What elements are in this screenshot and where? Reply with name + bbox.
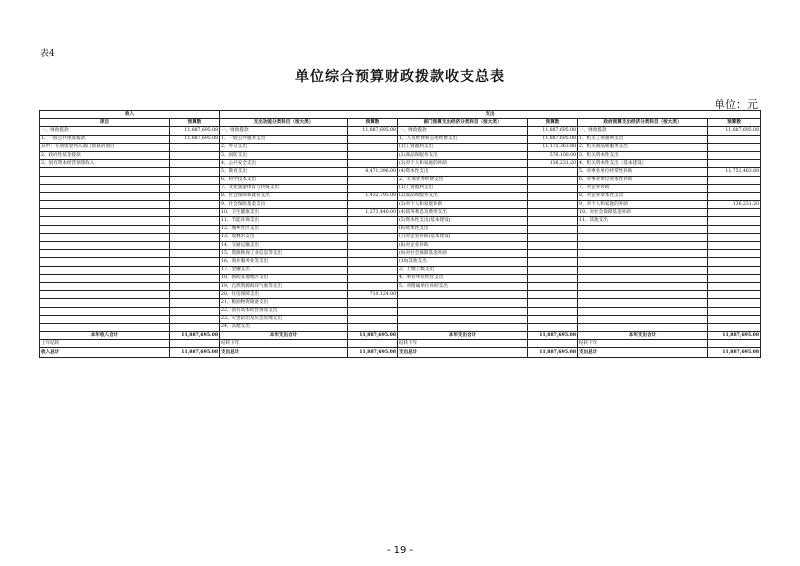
item-name-cell	[40, 282, 170, 290]
budget-amount-cell	[708, 151, 761, 159]
item-name-cell: 9、社会保险基金支出	[220, 201, 348, 209]
budget-amount-cell	[528, 258, 578, 266]
budget-amount-cell	[170, 340, 220, 348]
item-name-cell: 14、交通运输支出	[220, 242, 348, 250]
item-name-cell: 上年结转	[40, 340, 170, 348]
table-row	[40, 135, 761, 143]
total-tall-row	[40, 348, 761, 358]
item-name-cell: (7)对企业补助(基本建设)	[398, 233, 528, 241]
table-row	[40, 258, 761, 266]
budget-amount-cell	[170, 176, 220, 184]
budget-amount-cell: 11,887,695.08	[170, 332, 220, 340]
budget-amount-cell	[708, 135, 761, 143]
budget-amount-cell: 11,887,695.08	[528, 135, 578, 143]
item-name-cell: (1)工资福利支出	[398, 143, 528, 151]
item-name-cell: 6、对事业单位资本性补助	[578, 176, 708, 184]
item-name-cell: (5)资本性支出(基本建设)	[398, 217, 528, 225]
budget-amount-cell	[528, 266, 578, 274]
budget-amount-cell	[170, 151, 220, 159]
item-name-cell	[40, 233, 170, 241]
budget-amount-cell: 11,175,363.88	[528, 143, 578, 151]
budget-amount-cell: 11,887,695.08	[170, 135, 220, 143]
item-name-cell: (10)其他支出	[398, 258, 528, 266]
item-name-cell: 12、城乡社区支出	[220, 225, 348, 233]
budget-column-header: 预算数	[170, 119, 220, 127]
budget-amount-cell: 11,887,695.08	[708, 348, 761, 358]
item-column-header: 项目	[40, 119, 170, 127]
func-class-column-header: 支出功能分类科目（按大类）	[220, 119, 348, 127]
item-name-cell	[40, 250, 170, 258]
budget-amount-cell	[170, 201, 220, 209]
table-row	[40, 233, 761, 241]
item-name-cell: 结转下年	[578, 340, 708, 348]
budget-amount-cell: 11,751,463.88	[708, 168, 761, 176]
item-name-cell: 10、对社会保障基金补助	[578, 209, 708, 217]
item-name-cell	[578, 291, 708, 299]
budget-amount-cell	[348, 135, 398, 143]
budget-amount-cell	[528, 225, 578, 233]
budget-amount-cell	[708, 209, 761, 217]
item-name-cell: 4、事业单位经营支出	[398, 274, 528, 282]
item-name-cell	[578, 258, 708, 266]
table-row	[40, 184, 761, 192]
budget-amount-cell	[170, 274, 220, 282]
item-name-cell: 4、机关资本性支出（基本建设）	[578, 160, 708, 168]
budget-amount-cell	[528, 340, 578, 348]
item-name-cell: 24、其他支出	[220, 323, 348, 331]
budget-amount-cell	[528, 291, 578, 299]
item-name-cell: 1、机关工资福利支出	[578, 135, 708, 143]
table-row	[40, 143, 761, 151]
item-name-cell: (3)对个人和家庭的补助	[398, 160, 528, 168]
budget-amount-cell	[170, 192, 220, 200]
item-name-cell: 一、财政拨款	[398, 127, 528, 135]
budget-amount-cell	[348, 151, 398, 159]
item-name-cell: 支出总计	[398, 348, 528, 358]
budget-amount-cell	[528, 274, 578, 282]
table-row	[40, 291, 761, 299]
budget-amount-cell	[708, 250, 761, 258]
budget-column-header: 预算数	[708, 119, 761, 127]
item-name-cell	[398, 323, 528, 331]
budget-amount-cell: 11,887,695.08	[170, 348, 220, 358]
item-name-cell: 3、国防支出	[220, 151, 348, 159]
budget-amount-cell: 576,100.00	[528, 151, 578, 159]
item-name-cell	[40, 209, 170, 217]
budget-amount-cell	[708, 291, 761, 299]
item-name-cell: (4)债务利息及费用支出	[398, 209, 528, 217]
budget-amount-cell: 1,432,795.08	[348, 192, 398, 200]
item-name-cell: (8)对企业补助	[398, 242, 528, 250]
budget-amount-cell	[708, 274, 761, 282]
table-row	[40, 340, 761, 348]
item-name-cell: 2、专项业务经费支出	[398, 176, 528, 184]
item-name-cell: 1、人员经费和公用经费支出	[398, 135, 528, 143]
item-name-cell	[40, 168, 170, 176]
budget-amount-cell	[348, 266, 398, 274]
item-name-cell: 23、灾害防治及应急管理支出	[220, 315, 348, 323]
table-row	[40, 151, 761, 159]
item-name-cell: 20、住房保障支出	[220, 291, 348, 299]
item-name-cell	[578, 274, 708, 282]
item-name-cell: 3、国有资本经营预算收入	[40, 160, 170, 168]
item-name-cell	[40, 291, 170, 299]
budget-amount-cell	[348, 340, 398, 348]
item-name-cell: 一、财政拨款	[220, 127, 348, 135]
dept-econ-class-column-header: 部门预算支出经济分类科目（按大类）	[398, 119, 528, 127]
budget-summary-table	[39, 110, 761, 358]
table-row	[40, 217, 761, 225]
item-name-cell	[40, 266, 170, 274]
budget-amount-cell	[528, 192, 578, 200]
table-row	[40, 168, 761, 176]
item-name-cell	[40, 217, 170, 225]
item-name-cell: (3)对个人和家庭补助	[398, 201, 528, 209]
table-row	[40, 176, 761, 184]
budget-amount-cell	[170, 233, 220, 241]
table-row	[40, 225, 761, 233]
item-name-cell: (6)资本性支出	[398, 225, 528, 233]
item-name-cell	[40, 315, 170, 323]
item-name-cell	[578, 266, 708, 274]
budget-amount-cell	[348, 184, 398, 192]
budget-amount-cell	[528, 242, 578, 250]
budget-amount-cell	[348, 160, 398, 168]
item-name-cell: 5、对事业单位经常性补助	[578, 168, 708, 176]
budget-amount-cell	[348, 315, 398, 323]
income-header: 收入	[40, 111, 220, 119]
item-name-cell: 支出总计	[578, 348, 708, 358]
item-name-cell	[40, 176, 170, 184]
item-name-cell: (2)商品和服务支出	[398, 151, 528, 159]
item-name-cell: 收入总计	[40, 348, 170, 358]
item-name-cell: 一、财政拨款	[40, 127, 170, 135]
budget-amount-cell: 11,887,695.08	[528, 332, 578, 340]
budget-amount-cell: 710,124.00	[348, 291, 398, 299]
budget-amount-cell: 8,471,396.00	[348, 168, 398, 176]
budget-amount-cell	[708, 323, 761, 331]
budget-amount-cell	[708, 233, 761, 241]
table-row	[40, 250, 761, 258]
budget-amount-cell	[528, 201, 578, 209]
item-name-cell: (4)资本性支出	[398, 168, 528, 176]
item-name-cell: (1)工资福利支出	[398, 184, 528, 192]
item-name-cell: 9、对个人和家庭的补助	[578, 201, 708, 209]
item-name-cell	[40, 299, 170, 307]
budget-amount-cell	[528, 307, 578, 315]
budget-amount-cell	[528, 250, 578, 258]
item-name-cell: 1、一般公共预算拨款	[40, 135, 170, 143]
item-name-cell: 本年收入合计	[40, 332, 170, 340]
table-row	[40, 209, 761, 217]
item-name-cell	[398, 299, 528, 307]
item-name-cell: 8、社会保障和就业支出	[220, 192, 348, 200]
budget-amount-cell	[708, 217, 761, 225]
item-name-cell	[578, 323, 708, 331]
budget-amount-cell	[708, 242, 761, 250]
item-name-cell	[578, 299, 708, 307]
table-row	[40, 242, 761, 250]
expense-header: 支出	[220, 111, 761, 119]
budget-amount-cell	[170, 315, 220, 323]
budget-amount-cell	[348, 176, 398, 184]
budget-amount-cell	[528, 168, 578, 176]
item-name-cell	[40, 307, 170, 315]
budget-amount-cell	[708, 266, 761, 274]
budget-amount-cell	[170, 160, 220, 168]
budget-amount-cell	[170, 250, 220, 258]
budget-amount-cell	[708, 282, 761, 290]
item-name-cell: 一、财政拨款	[578, 127, 708, 135]
budget-amount-cell	[528, 217, 578, 225]
item-name-cell: (9)对社会保障基金补助	[398, 250, 528, 258]
item-name-cell: 11、节能环保支出	[220, 217, 348, 225]
gov-econ-class-column-header: 政府预算支出经济分类科目（按大类）	[578, 119, 708, 127]
budget-amount-cell	[528, 299, 578, 307]
item-name-cell: 7、文化旅游体育与传媒支出	[220, 184, 348, 192]
item-name-cell: 10、卫生健康支出	[220, 209, 348, 217]
item-name-cell: 3、机关资本性支出	[578, 151, 708, 159]
item-name-cell: 7、对企业补助	[578, 184, 708, 192]
item-name-cell: 2、外交支出	[220, 143, 348, 151]
item-name-cell	[578, 233, 708, 241]
item-name-cell: 21、粮油物资储备支出	[220, 299, 348, 307]
budget-amount-cell	[528, 282, 578, 290]
budget-amount-cell	[708, 258, 761, 266]
budget-amount-cell	[348, 217, 398, 225]
budget-amount-cell	[348, 274, 398, 282]
item-name-cell: 5、对附属单位补助支出	[398, 282, 528, 290]
item-name-cell	[578, 282, 708, 290]
budget-amount-cell: 11,887,695.08	[348, 348, 398, 358]
item-name-cell	[40, 274, 170, 282]
budget-amount-cell	[170, 242, 220, 250]
budget-amount-cell	[170, 209, 220, 217]
table-row	[40, 274, 761, 282]
item-name-cell	[40, 242, 170, 250]
item-name-cell: 4、公共安全支出	[220, 160, 348, 168]
item-name-cell: 结转下年	[220, 340, 348, 348]
budget-amount-cell	[708, 192, 761, 200]
table-row	[40, 299, 761, 307]
item-name-cell: (2)商品和服务支出	[398, 192, 528, 200]
item-name-cell: 6、科学技术支出	[220, 176, 348, 184]
budget-amount-cell	[528, 233, 578, 241]
budget-amount-cell	[348, 299, 398, 307]
budget-amount-cell	[170, 323, 220, 331]
document-title: 单位综合预算财政拨款收支总表	[295, 69, 505, 85]
budget-amount-cell	[528, 176, 578, 184]
item-name-cell	[40, 225, 170, 233]
budget-amount-cell: 11,887,695.08	[348, 127, 398, 135]
item-name-cell: 22、国有资本经营预算支出	[220, 307, 348, 315]
table-row	[40, 192, 761, 200]
budget-amount-cell	[348, 250, 398, 258]
item-name-cell	[40, 201, 170, 209]
budget-amount-cell	[528, 323, 578, 331]
budget-amount-cell	[348, 282, 398, 290]
total-row	[40, 332, 761, 340]
budget-amount-cell: 11,887,695.08	[708, 332, 761, 340]
budget-amount-cell: 11,887,695.08	[708, 127, 761, 135]
budget-amount-cell	[708, 340, 761, 348]
item-name-cell	[578, 250, 708, 258]
item-name-cell	[398, 307, 528, 315]
item-name-cell: 其中：专项资金列入部门预算的项目	[40, 143, 170, 151]
budget-amount-cell	[170, 184, 220, 192]
budget-amount-cell	[348, 225, 398, 233]
budget-amount-cell	[708, 143, 761, 151]
budget-amount-cell	[170, 299, 220, 307]
item-name-cell	[578, 307, 708, 315]
budget-amount-cell	[348, 242, 398, 250]
table-row	[40, 307, 761, 315]
budget-amount-cell	[348, 307, 398, 315]
budget-amount-cell	[528, 184, 578, 192]
item-name-cell: 15、资源勘探工业信息等支出	[220, 250, 348, 258]
item-name-cell: 11、其他支出	[578, 217, 708, 225]
budget-amount-cell: 11,887,695.08	[348, 332, 398, 340]
item-name-cell	[40, 192, 170, 200]
budget-amount-cell	[348, 258, 398, 266]
table-row	[40, 201, 761, 209]
item-name-cell	[398, 291, 528, 299]
budget-amount-cell	[708, 176, 761, 184]
item-name-cell: 2、政府性基金拨款	[40, 151, 170, 159]
page-number: - 19 -	[386, 545, 414, 556]
unit-label: 单位：元	[714, 98, 758, 111]
table-row	[40, 266, 761, 274]
budget-amount-cell	[170, 225, 220, 233]
item-name-cell: 19、自然资源海洋气象等支出	[220, 282, 348, 290]
table-row	[40, 315, 761, 323]
budget-amount-cell	[348, 143, 398, 151]
item-name-cell	[40, 258, 170, 266]
budget-amount-cell	[170, 282, 220, 290]
item-name-cell: 2、机关商品和服务支出	[578, 143, 708, 151]
item-name-cell: 18、援助其他地区支出	[220, 274, 348, 282]
item-name-cell: 支出总计	[220, 348, 348, 358]
item-name-cell: 本年支出合计	[578, 332, 708, 340]
item-name-cell	[40, 184, 170, 192]
budget-amount-cell	[708, 315, 761, 323]
item-name-cell	[578, 315, 708, 323]
item-name-cell: 结转下年	[398, 340, 528, 348]
budget-amount-cell	[528, 315, 578, 323]
item-name-cell: 16、商业服务业等支出	[220, 258, 348, 266]
budget-amount-cell: 11,887,695.08	[528, 348, 578, 358]
budget-amount-cell	[708, 299, 761, 307]
budget-amount-cell	[170, 168, 220, 176]
budget-amount-cell	[170, 307, 220, 315]
budget-amount-cell	[348, 201, 398, 209]
budget-amount-cell: 1,273,440.00	[348, 209, 398, 217]
budget-amount-cell	[170, 266, 220, 274]
item-name-cell	[40, 323, 170, 331]
table-row	[40, 127, 761, 135]
budget-amount-cell	[170, 258, 220, 266]
budget-amount-cell: 11,887,695.08	[528, 127, 578, 135]
table-row	[40, 282, 761, 290]
item-name-cell	[398, 315, 528, 323]
item-name-cell	[578, 242, 708, 250]
budget-amount-cell	[170, 143, 220, 151]
budget-amount-cell	[348, 323, 398, 331]
budget-amount-cell: 136,231.20	[528, 160, 578, 168]
budget-amount-cell	[708, 307, 761, 315]
budget-amount-cell	[708, 225, 761, 233]
item-name-cell: 3、上缴上级支出	[398, 266, 528, 274]
item-name-cell: 本年支出合计	[398, 332, 528, 340]
budget-column-header: 预算数	[528, 119, 578, 127]
budget-amount-cell	[708, 160, 761, 168]
budget-amount-cell	[170, 217, 220, 225]
budget-amount-cell: 136,231.20	[708, 201, 761, 209]
item-name-cell: 17、金融支出	[220, 266, 348, 274]
budget-amount-cell: 11,887,695.08	[170, 127, 220, 135]
item-name-cell	[578, 225, 708, 233]
item-name-cell: 5、教育支出	[220, 168, 348, 176]
table-row	[40, 323, 761, 331]
budget-amount-cell	[528, 209, 578, 217]
budget-amount-cell	[708, 184, 761, 192]
item-name-cell: 1、一般公共服务支出	[220, 135, 348, 143]
budget-column-header: 预算数	[348, 119, 398, 127]
table-number-label: 表4	[40, 49, 55, 59]
budget-amount-cell	[170, 291, 220, 299]
budget-amount-cell	[348, 233, 398, 241]
table-row	[40, 160, 761, 168]
item-name-cell: 本年支出合计	[220, 332, 348, 340]
item-name-cell: 13、农林水支出	[220, 233, 348, 241]
item-name-cell: 8、对企业资本性支出	[578, 192, 708, 200]
